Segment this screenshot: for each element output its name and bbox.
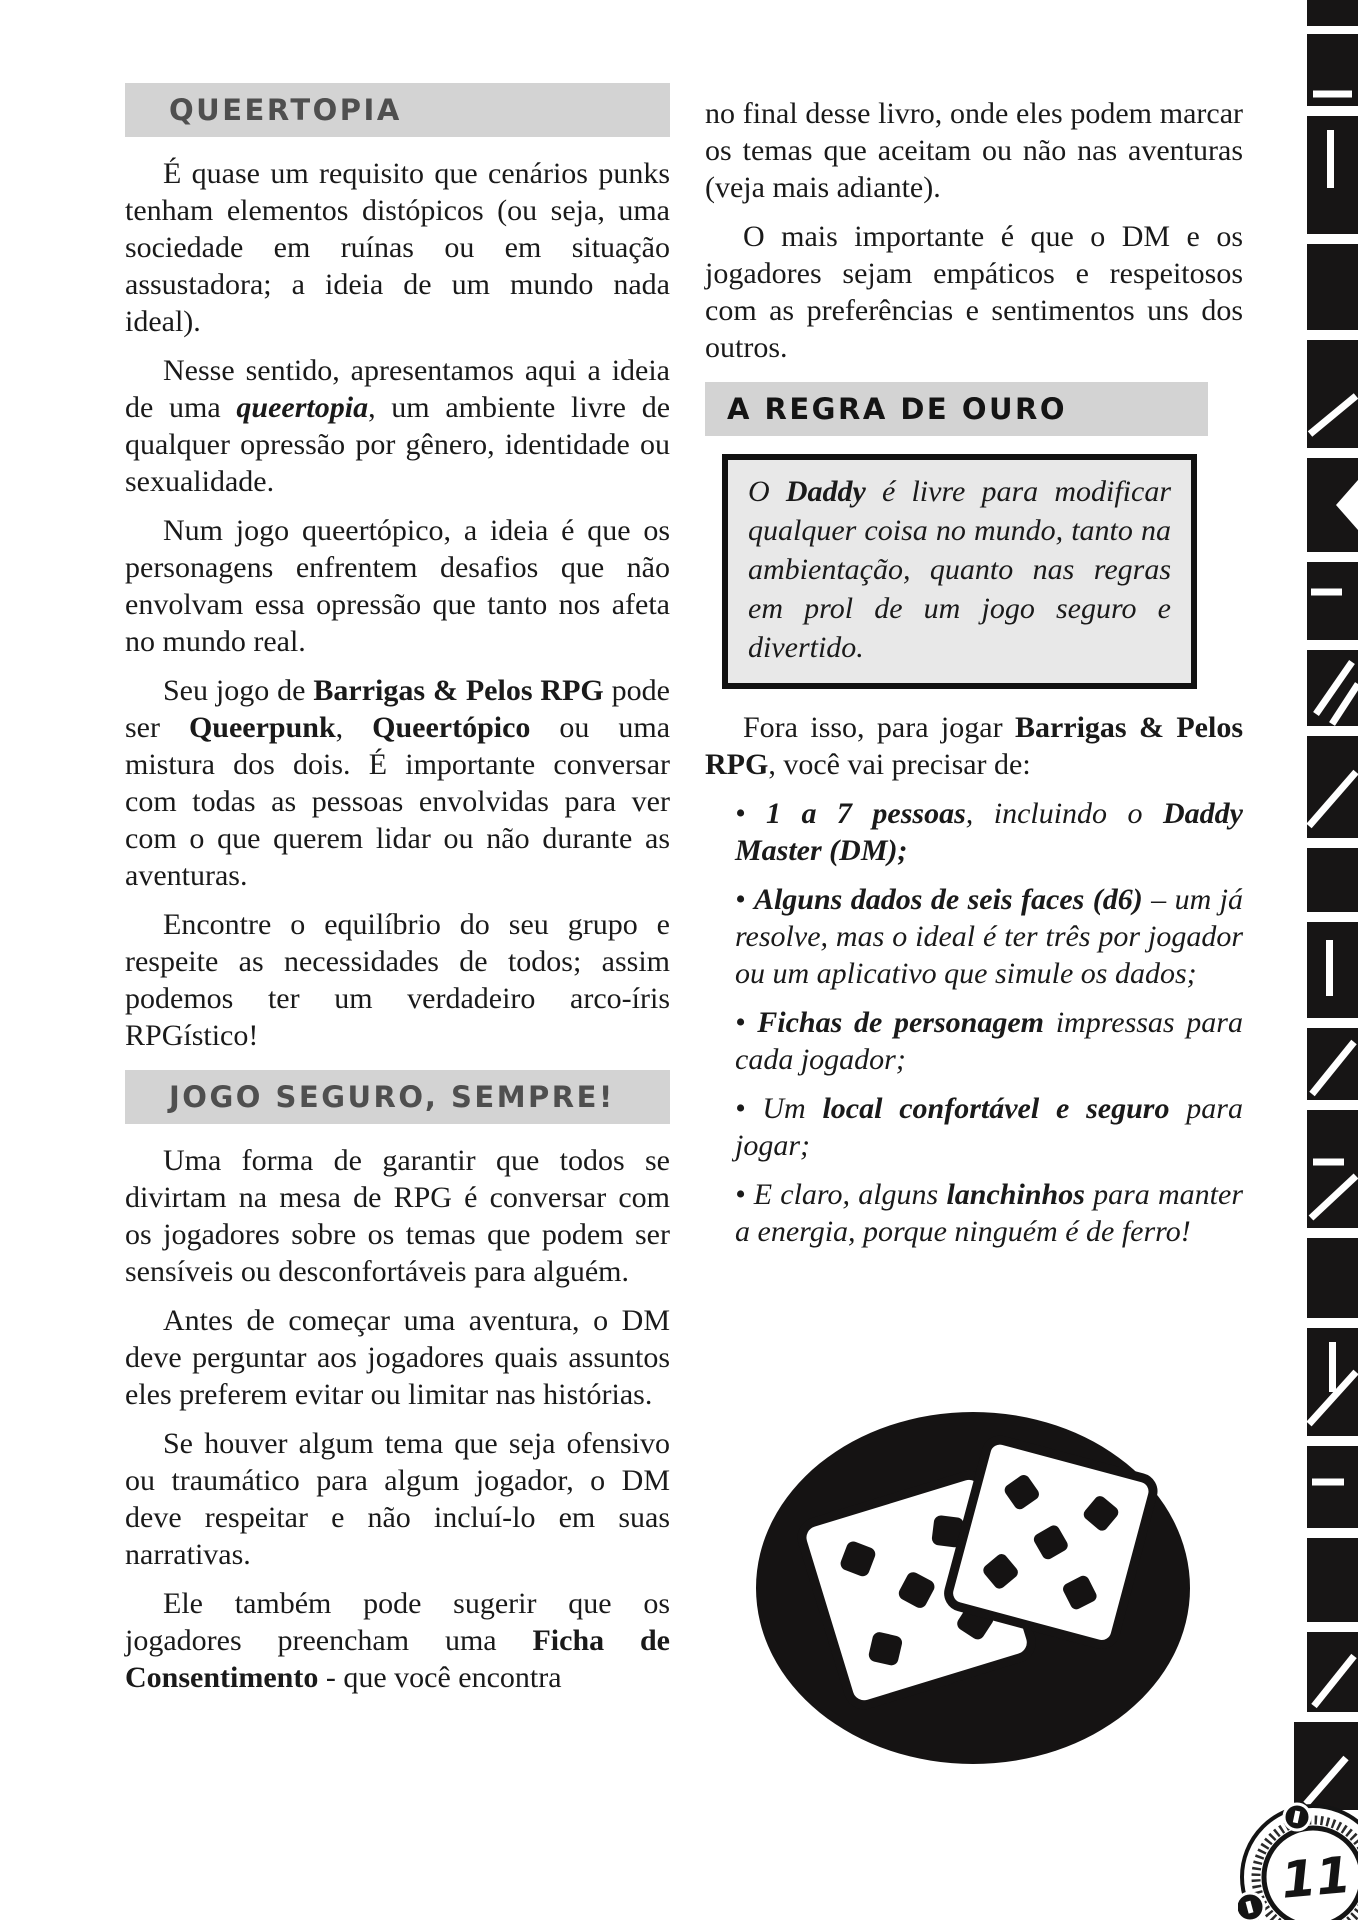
text-run: , você vai precisar de: [768,748,1031,781]
text-run: Seu jogo de [163,674,314,707]
text-run: Daddy [785,475,866,508]
text-run: é livre para modificar qualquer coisa no mundo, tanto na ambientação, quanto nas regras em prol de um jogo seguro e divertido. [748,475,1172,664]
paragraph [125,352,670,500]
paragraph [125,672,670,894]
bullet-marker: • [735,797,766,830]
paragraph [125,1142,670,1290]
text-run: O mais importante é que o DM e os jogadores sejam empáticos e respeitosos com as preferências e sentimentos uns dos outros. [705,220,1243,364]
text-run: E claro, alguns [753,1178,947,1211]
text-run: , um ambiente livre de qualquer opressão por gênero, identidade ou sexualidade. [125,391,671,498]
text-run: Alguns dados de seis faces (d6) [753,883,1143,916]
text-run: Antes de começar uma aventura, o DM deve perguntar aos jogadores quais assuntos eles preferem evitar ou limitar nas histórias. [125,1304,670,1411]
paragraph [125,1425,670,1573]
text-run: ou uma mistura dos dois. É importante conversar com todas as pessoas envolvidas para ver com o que querem lidar ou não durante as aventuras. [125,711,671,892]
golden-rule-text [748,472,1171,667]
page-number-stamp [1238,1802,1358,1920]
page-number: 11 [1278,1845,1354,1910]
paragraph [125,1585,670,1696]
text-run: É quase um requisito que cenários punks tenham elementos distópicos (ou seja, uma sociedade em ruínas ou em situação assustadora; a ideia de um mundo nada ideal). [125,157,670,338]
text-run: Fora isso, para jogar [743,711,1015,744]
text-run: Daddy Master (DM); [735,797,1243,867]
section-header [125,1070,670,1124]
text-run: pode ser [125,674,670,744]
bullet-item [735,1090,1243,1164]
text-run: , [335,711,373,744]
text-run: Num jogo queertópico, a ideia é que os personagens enfrentem desafios que não envolvam essa opressão que tanto nos afeta no mundo real. [125,514,670,658]
text-run: lanchinhos [946,1178,1085,1211]
text-run: para manter a energia, porque ninguém é de ferro! [735,1178,1243,1248]
paragraph [125,155,670,340]
bullet-marker: • [735,1092,763,1125]
text-run: Barrigas & Pelos RPG [705,711,1243,781]
text-run: Queertópico [372,711,531,744]
text-run: Nesse sentido, apresentamos aqui a ideia de uma [125,354,670,424]
text-run: impressas para cada jogador; [735,1006,1243,1076]
section-header-label: A REGRA DE OURO [727,391,1068,426]
left-column [125,83,670,1708]
stamp-icon [1238,1802,1358,1920]
text-run: 1 a 7 pessoas [765,797,966,830]
paragraph [705,709,1243,783]
two-dice-icon [748,1405,1198,1785]
bullet-item [735,881,1243,992]
bullet-marker: • [735,883,754,916]
text-run: – um já resolve, mas o ideal é ter três por jogador ou um aplicativo que simule os dados; [735,883,1244,990]
text-run: O [748,475,786,508]
text-run: no final desse livro, onde eles podem marcar os temas que aceitam ou não nas aventuras (veja mais adiante). [705,97,1243,204]
text-run: Fichas de personagem [757,1006,1044,1039]
paragraph [705,218,1243,366]
right-column [705,95,1243,1262]
bullet-item [735,1176,1243,1250]
text-run: Barrigas & Pelos RPG [313,674,604,707]
text-run: Encontre o equilíbrio do seu grupo e respeite as necessidades de todos; assim podemos ter um verdadeiro arco-íris RPGístico! [125,908,670,1052]
paragraph [705,95,1243,206]
section-header-label: JOGO SEGURO, SEMPRE! [169,1079,615,1114]
text-run: Um [762,1092,823,1125]
ink-strip-decoration [1280,0,1358,1815]
text-run: Se houver algum tema que seja ofensivo ou traumático para algum jogador, o DM deve respeitar e não incluí-lo em suas narrativas. [125,1427,670,1571]
bullet-marker: • [735,1006,758,1039]
section-header [125,83,670,137]
section-header [705,382,1208,436]
bullet-item [735,1004,1243,1078]
dice-illustration [748,1405,1198,1785]
text-run: Uma forma de garantir que todos se divirtam na mesa de RPG é conversar com os jogadores sobre os temas que podem ser sensíveis ou desconfortáveis para alguém. [125,1144,670,1288]
text-run: Queerpunk [188,711,336,744]
ink-strip-icon [1280,0,1358,1815]
text-run: Ele também pode sugerir que os jogadores preencham uma [125,1587,670,1657]
golden-rule-box [722,454,1197,689]
text-run: queertopia [236,391,369,424]
paragraph [125,512,670,660]
text-run: - que você encontra [318,1661,562,1694]
text-run: para jogar; [735,1092,1243,1162]
text-run: local confortável e seguro [822,1092,1170,1125]
text-run: , incluindo o [965,797,1164,830]
paragraph [125,906,670,1054]
section-header-label: QUEERTOPIA [169,92,402,127]
text-run: Ficha de Consentimento [125,1624,670,1694]
bullet-marker: • [735,1178,754,1211]
bullet-item [735,795,1243,869]
paragraph [125,1302,670,1413]
